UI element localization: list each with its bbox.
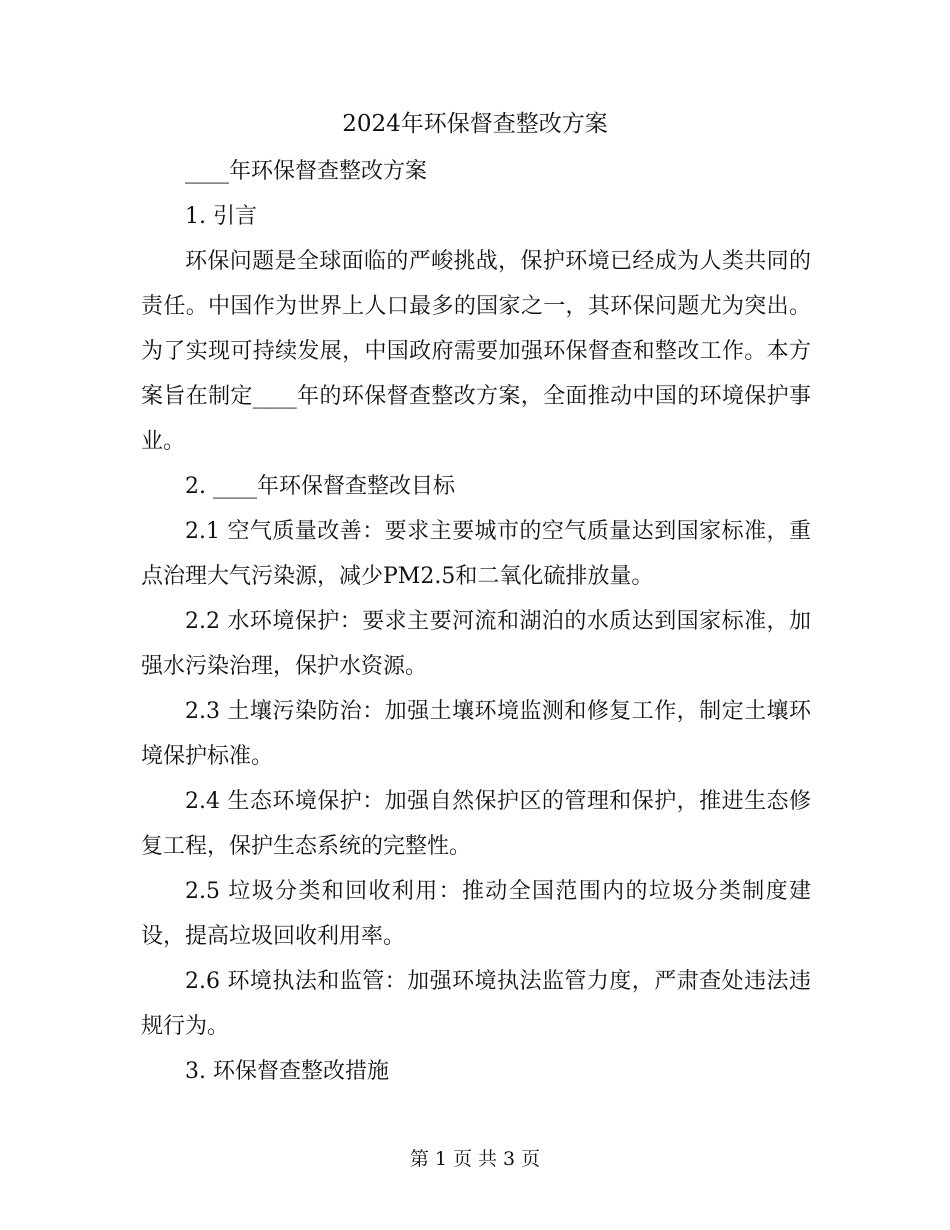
paragraph-introduction: 环保问题是全球面临的严峻挑战，保护环境已经成为人类共同的责任。中国作为世界上人口最多的国家之一，其环保问题尤为突出。为了实现可持续发展，中国政府需要加强环保督查和整改工作。本方案旨在制定____年的环保督查整改方案，全面推动中国的环境保护事业。: [141, 249, 811, 454]
paragraph-goal-waste: 2.5 垃圾分类和回收利用：推动全国范围内的垃圾分类制度建设，提高垃圾回收利用率。: [141, 879, 811, 949]
section-heading-introduction: 1. 引言: [185, 204, 257, 229]
paragraph-goal-soil: 2.3 土壤污染防治：加强土壤环境监测和修复工作，制定土壤环境保护标准。: [141, 699, 811, 769]
document-title: 2024年环保督查整改方案: [342, 111, 608, 137]
paragraph-goal-air: 2.1 空气质量改善：要求主要城市的空气质量达到国家标准，重点治理大气污染源，减少PM2.5和二氧化硫排放量。: [141, 519, 811, 589]
page-footer: 第 1 页 共 3 页: [409, 1148, 541, 1170]
paragraph-goal-ecology: 2.4 生态环境保护：加强自然保护区的管理和保护，推进生态修复工程，保护生态系统的完整性。: [141, 789, 811, 859]
section-heading-goals: 2. ____年环保督查整改目标: [185, 474, 455, 499]
paragraph-goal-water: 2.2 水环境保护：要求主要河流和湖泊的水质达到国家标准，加强水污染治理，保护水资源。: [141, 609, 811, 679]
paragraph-subtitle: ____年环保督查整改方案: [185, 159, 428, 184]
section-heading-measures: 3. 环保督查整改措施: [185, 1059, 389, 1084]
paragraph-goal-enforcement: 2.6 环境执法和监管：加强环境执法监管力度，严肃查处违法违规行为。: [141, 969, 811, 1039]
document-body: [141, 149, 811, 1094]
